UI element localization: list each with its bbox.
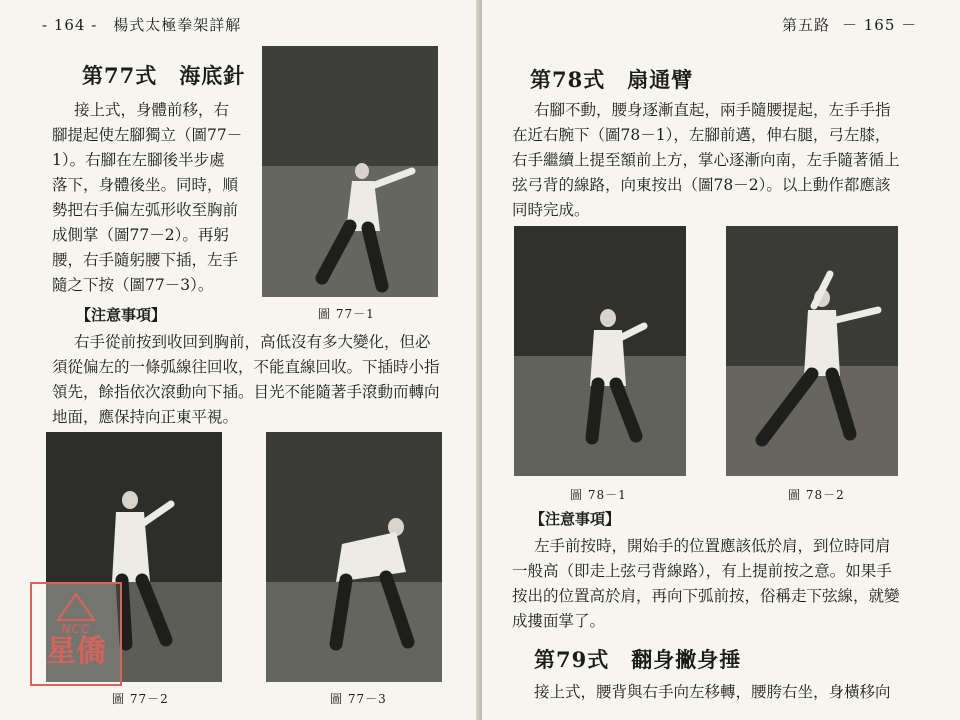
figure-caption-77-1: 圖 77－1 — [318, 307, 375, 321]
text-line: 右腳不動，腰身逐漸直起，兩手隨腰提起，左手手指 — [534, 101, 891, 119]
section-name-78: 扇通臂 — [627, 67, 694, 92]
section-name-79: 翻身撇身捶 — [631, 647, 742, 672]
text-line: 右手從前按到收回到胸前，高低沒有多大變化，但必 — [74, 333, 431, 351]
text-line: 勢把右手偏左弧形收至胸前 — [52, 201, 239, 219]
right-page-header-section: 第五路 — [782, 16, 831, 34]
text-line: 弦弓背的線路，向東按出（圖78－2）。以上動作都應該 — [512, 176, 891, 194]
left-page-header: - 164 - 楊式太極拳架詳解 — [42, 16, 242, 34]
triangle-logo-icon — [56, 592, 96, 622]
figure-caption-77-3: 圖 77－3 — [330, 692, 387, 706]
section-title-78 — [530, 64, 693, 94]
note-paragraph-78 — [512, 534, 922, 634]
right-page-number: － 165 － — [842, 16, 918, 34]
section-number-78: 第78式 — [530, 67, 606, 92]
right-page — [482, 0, 960, 720]
left-page — [0, 0, 478, 720]
text-line: 地面，應保持向正東平視。 — [52, 408, 239, 426]
text-line: 按出的位置高於肩，再向下弧前按，俗稱走下弦線，就變 — [512, 587, 900, 605]
figure-caption-78-2: 圖 78－2 — [788, 488, 845, 502]
section-title-79 — [534, 644, 741, 674]
stamp-brand: NCC — [61, 622, 91, 636]
figure-caption-77-2: 圖 77－2 — [112, 692, 169, 706]
text-line: 成側掌（圖77－2）。再躬 — [52, 226, 229, 244]
photo-78-1 — [514, 226, 686, 476]
text-line: 1）。右腳在左腳後半步處 — [52, 151, 225, 169]
text-line: 一般高（即走上弦弓背線路），有上提前按之意。如果手 — [512, 562, 892, 580]
note-heading-77: 【注意事項】 — [76, 306, 167, 324]
text-line: 腳提起使左腳獨立（圖77－ — [52, 126, 243, 144]
photo-78-2 — [726, 226, 898, 476]
section-name-77: 海底針 — [179, 63, 246, 88]
text-line: 須從偏左的一條弧線往回收，不能直線回收。下插時小指 — [52, 358, 440, 376]
ncc-publisher-stamp — [30, 582, 122, 686]
text-line: 右手繼續上提至額前上方，掌心逐漸向南，左手隨著循上 — [512, 151, 900, 169]
note-heading-78: 【注意事項】 — [530, 510, 621, 528]
intro-paragraph-78 — [512, 98, 922, 223]
section-79-first-line: 接上式，腰背與右手向左移轉，腰胯右坐，身橫移向 — [534, 683, 891, 701]
section-number-79: 第79式 — [534, 647, 610, 672]
stamp-name: 星僑 — [46, 634, 106, 669]
text-line: 成摟面掌了。 — [512, 612, 606, 630]
section-number-77: 第77式 — [82, 63, 158, 88]
note-paragraph-77 — [52, 330, 450, 430]
text-line: 同時完成。 — [512, 201, 590, 219]
text-line: 左手前按時，開始手的位置應該低於肩，到位時同肩 — [534, 537, 891, 555]
text-line: 接上式，身體前移，右 — [74, 101, 230, 119]
photo-77-3 — [266, 432, 442, 682]
intro-paragraph-77 — [52, 98, 257, 298]
figure-caption-78-1: 圖 78－1 — [570, 488, 627, 502]
photo-77-1 — [262, 46, 438, 297]
text-line: 在近右腕下（圖78－1），左腳前邁，伸右腿，弓左膝， — [512, 126, 891, 144]
text-line: 腰，右手隨躬腰下插，左手 — [52, 251, 239, 269]
text-line: 落下，身體後坐。同時，順 — [52, 176, 239, 194]
text-line: 領先，餘指依次滾動向下插。目光不能隨著手滾動而轉向 — [52, 383, 440, 401]
text-line: 隨之下按（圖77－3）。 — [52, 276, 214, 294]
section-title-77 — [82, 60, 245, 90]
